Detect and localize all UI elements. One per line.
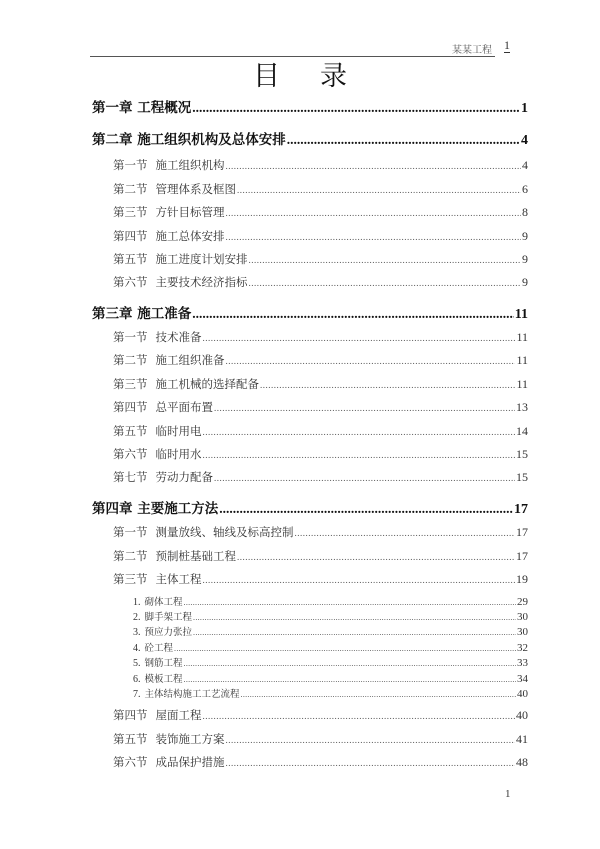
page-number: 30 [517, 626, 528, 638]
toc-subitem[interactable] [133, 671, 528, 685]
footer-page-number: 1 [505, 788, 511, 800]
section-number: 第五节 [113, 252, 148, 266]
dot-leader [184, 675, 516, 684]
toc-section[interactable] [113, 352, 528, 368]
toc-section[interactable] [113, 329, 528, 345]
item-title: 砼工程 [144, 643, 174, 654]
section-title: 成品保护措施 [155, 755, 225, 769]
section-title: 施工机械的选择配备 [155, 377, 259, 391]
item-number: 1. [133, 597, 141, 608]
page-number: 11 [516, 330, 528, 344]
page-number: 9 [522, 275, 528, 289]
section-number: 第六节 [113, 447, 148, 461]
page-number: 9 [522, 229, 528, 243]
section-title: 总平面布置 [155, 400, 213, 414]
page-number: 32 [517, 642, 528, 654]
toc-subitem[interactable] [133, 640, 528, 654]
dot-leader [249, 278, 522, 288]
page-number: 11 [516, 353, 528, 367]
item-title: 钢筋工程 [144, 658, 183, 669]
page-number: 19 [516, 572, 528, 586]
section-title: 施工组织机构 [155, 158, 225, 172]
dot-leader [226, 232, 522, 242]
chapter-number: 第四章 [92, 501, 133, 517]
toc-chapter-3[interactable] [92, 302, 528, 323]
section-number: 第三节 [113, 205, 148, 219]
page-number: 33 [517, 657, 528, 669]
toc-section[interactable] [113, 571, 528, 587]
toc-chapter-4[interactable] [92, 497, 528, 518]
page-number: 13 [516, 400, 528, 414]
item-number: 6. [133, 674, 141, 685]
dot-leader [192, 306, 514, 322]
dot-leader [237, 552, 515, 562]
toc-subitem[interactable] [133, 686, 528, 700]
section-title: 屋面工程 [155, 708, 202, 722]
toc-section[interactable] [113, 376, 528, 392]
page-number: 29 [517, 596, 528, 608]
page-number: 6 [522, 182, 528, 196]
section-title: 主体工程 [155, 572, 202, 586]
chapter-title: 工程概况 [137, 100, 192, 116]
dot-leader [295, 528, 516, 538]
dot-leader [214, 403, 515, 413]
section-number: 第七节 [113, 470, 148, 484]
section-title: 劳动力配备 [155, 470, 213, 484]
page-number: 48 [516, 755, 528, 769]
dot-leader [203, 575, 516, 585]
dot-leader [287, 132, 520, 148]
header-rule [90, 56, 495, 57]
page-number: 15 [516, 470, 528, 484]
item-title: 预应力张拉 [144, 627, 193, 638]
item-number: 7. [133, 689, 141, 700]
dot-leader [260, 380, 515, 390]
section-number: 第四节 [113, 400, 148, 414]
section-title: 临时用水 [155, 447, 202, 461]
section-title: 预制桩基础工程 [155, 549, 236, 563]
toc-section[interactable] [113, 399, 528, 415]
section-title: 施工组织准备 [155, 353, 225, 367]
page-number: 17 [516, 525, 528, 539]
dot-leader [226, 208, 522, 218]
dot-leader [226, 758, 516, 768]
item-title: 模板工程 [144, 674, 183, 685]
toc-section[interactable] [113, 548, 528, 564]
page-number: 17 [516, 549, 528, 563]
section-title: 技术准备 [155, 330, 202, 344]
dot-leader [193, 613, 516, 622]
section-title: 装饰施工方案 [155, 732, 225, 746]
dot-leader [241, 690, 516, 699]
dot-leader [249, 255, 522, 265]
chapter-number: 第二章 [92, 132, 133, 148]
dot-leader [203, 427, 516, 437]
section-title: 主要技术经济指标 [155, 275, 248, 289]
toc-section[interactable] [113, 524, 528, 540]
section-number: 第一节 [113, 330, 148, 344]
chapter-number: 第三章 [92, 306, 133, 322]
dot-leader [226, 356, 516, 366]
dot-leader [203, 450, 516, 460]
toc-section[interactable] [113, 446, 528, 462]
page-number: 41 [516, 732, 528, 746]
dot-leader [174, 644, 516, 653]
toc-section[interactable] [113, 228, 528, 244]
toc-section[interactable] [113, 274, 528, 290]
chapter-number: 第一章 [92, 100, 133, 116]
page-number: 8 [522, 205, 528, 219]
toc-section[interactable] [113, 423, 528, 439]
page-number: 17 [514, 502, 528, 517]
item-title: 脚手架工程 [144, 612, 193, 623]
section-title: 方针目标管理 [155, 205, 225, 219]
toc-section[interactable] [113, 251, 528, 267]
section-number: 第五节 [113, 732, 148, 746]
section-number: 第四节 [113, 708, 148, 722]
item-number: 4. [133, 643, 141, 654]
page-number: 9 [522, 252, 528, 266]
toc-section[interactable] [113, 204, 528, 220]
section-title: 临时用电 [155, 424, 202, 438]
chapter-title: 主要施工方法 [137, 501, 219, 517]
section-number: 第二节 [113, 182, 148, 196]
section-number: 第六节 [113, 275, 148, 289]
section-number: 第三节 [113, 572, 148, 586]
section-number: 第一节 [113, 158, 148, 172]
section-number: 第五节 [113, 424, 148, 438]
page-title: 目录 [253, 61, 387, 92]
page-number: 40 [516, 708, 528, 722]
dot-leader [203, 333, 516, 343]
page-number: 34 [517, 673, 528, 685]
toc-chapter-2[interactable] [92, 128, 528, 149]
section-number: 第二节 [113, 353, 148, 367]
toc-chapter-1[interactable] [92, 96, 528, 117]
toc-section[interactable] [113, 707, 528, 723]
page-number: 4 [521, 133, 528, 148]
item-number: 3. [133, 627, 141, 638]
section-number: 第六节 [113, 755, 148, 769]
chapter-title: 施工组织机构及总体安排 [137, 132, 286, 148]
item-title: 砌体工程 [144, 597, 183, 608]
dot-leader [192, 100, 520, 116]
toc-section[interactable] [113, 754, 528, 770]
toc-section[interactable] [113, 181, 528, 197]
toc-subitem[interactable] [133, 609, 528, 623]
toc-section[interactable] [113, 157, 528, 173]
page-number: 15 [516, 447, 528, 461]
dot-leader [184, 659, 516, 668]
toc-subitem[interactable] [133, 594, 528, 608]
dot-leader [214, 473, 515, 483]
header-project-name: 某某工程 [452, 45, 492, 56]
dot-leader [237, 185, 521, 195]
section-title: 管理体系及框图 [155, 182, 236, 196]
toc-subitem[interactable] [133, 655, 528, 669]
page-number: 11 [516, 377, 528, 391]
page-number: 11 [514, 307, 528, 322]
item-title: 主体结构施工工艺流程 [144, 689, 240, 700]
page-number: 4 [522, 158, 528, 172]
toc-section[interactable] [113, 731, 528, 747]
page-number: 40 [517, 688, 528, 700]
section-number: 第一节 [113, 525, 148, 539]
section-number: 第四节 [113, 229, 148, 243]
toc-subitem[interactable] [133, 624, 528, 638]
dot-leader [193, 628, 516, 637]
toc-section[interactable] [113, 469, 528, 485]
section-number: 第三节 [113, 377, 148, 391]
dot-leader [203, 711, 516, 721]
page-number: 30 [517, 611, 528, 623]
section-title: 施工进度计划安排 [155, 252, 248, 266]
dot-leader [226, 735, 516, 745]
item-number: 2. [133, 612, 141, 623]
item-number: 5. [133, 658, 141, 669]
page-number: 14 [516, 424, 528, 438]
page-number: 1 [521, 101, 528, 116]
dot-leader [184, 598, 516, 607]
section-title: 施工总体安排 [155, 229, 225, 243]
section-number: 第二节 [113, 549, 148, 563]
section-title: 测量放线、轴线及标高控制 [155, 525, 294, 539]
dot-leader [226, 161, 522, 171]
dot-leader [219, 501, 513, 517]
chapter-title: 施工准备 [137, 306, 192, 322]
header-page-number: 1 [504, 38, 510, 52]
